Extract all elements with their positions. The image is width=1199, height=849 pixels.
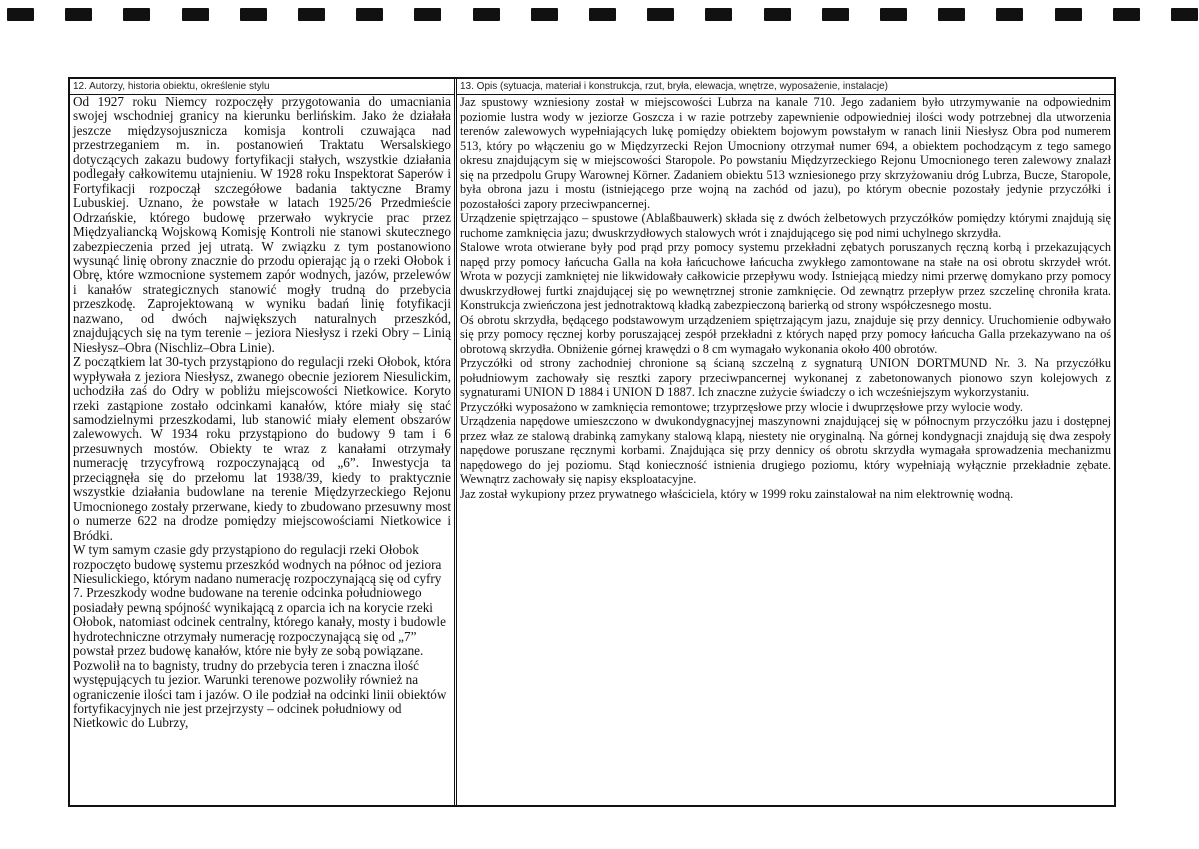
binding-hole [298, 8, 325, 21]
binding-holes [0, 8, 1199, 22]
binding-hole [880, 8, 907, 21]
description-paragraph: Urządzenie spiętrzająco – spustowe (Ablaßbauwerk) składa się z dwóch żelbetowych przyczółków pomiędzy którymi znajdują się ruchome zamknięcia jazu; dwuskrzydłowych stalowych wrót i znajdującego się pod nimi uchylnego skrzydła. [460, 211, 1111, 240]
binding-hole [240, 8, 267, 21]
binding-hole [182, 8, 209, 21]
description-paragraph: Przyczółki od strony zachodniej chronione są ścianą szczelną z sygnaturą UNION DORTMUND Nr. 3. Na przyczółku południowym zachowały się resztki zapory przeciwpancernej wykonanej z zabetonowanych pionowo szyn kolejowych z sygnaturami UNION D 1884 i UNION D 1887. Ich znaczne zużycie świadczy o ich wcześniejszym wykorzystaniu. [460, 356, 1111, 399]
binding-hole [647, 8, 674, 21]
history-paragraph: W tym samym czasie gdy przystąpiono do regulacji rzeki Ołobok rozpoczęto budowę systemu przeszkód wodnych na północ od jeziora Niesulickiego, którym nadano numerację rozpoczynającą się od cyfry 7. Przeszkody wodne budowane na terenie odcinka południowego posiadały pewną spójność wynikającą z oparcia ich na korycie rzeki Ołobok, natomiast odcinek centralny, którego kanały, mosty i budowle hydrotechniczne otrzymały numerację rozpoczynającą się od „7” powstał przez budowę kanałów, które nie były ze sobą powiązane. Pozwolił na to bagnisty, trudny do przebycia teren i znaczna ilość występujących tu jezior. Warunki terenowe pozwoliły również na ograniczenie ilości tam i jazów. O ile podział na odcinki linii obiektów fortyfikacyjnych nie jest przejrzysty – odcinek południowy od Nietkowic do Lubrzy, [73, 542, 447, 731]
description-paragraph: Urządzenia napędowe umieszczono w dwukondygnacyjnej maszynowni znajdującej się w północnym przyczółku jazu i dostępnej przez właz ze stalową drabinką zamykany stalową klapą, niestety nie oryginalną. Na górnej kondygnacji znajdują się dwa zespoły napędowe poruszane ręcznymi korbami. Znajdująca się przy dennicy oś obrotu skrzydła wymagała sprowadzenia mechanizmu napędowego do jej poziomu. Stąd konieczność istnienia drugiego poziomu, który wypełniają wyłącznie przekładnie zębate. Wewnątrz zachowały się napisy eksploatacyjne. [460, 414, 1111, 486]
binding-hole [65, 8, 92, 21]
binding-hole [1113, 8, 1140, 21]
binding-hole [123, 8, 150, 21]
description-column-header: 13. Opis (sytuacja, materiał i konstrukcja, rzut, bryła, elewacja, wnętrze, wyposażenie, instalacje) [457, 79, 1114, 95]
binding-hole [414, 8, 441, 21]
description-column-body [457, 95, 1114, 501]
binding-hole [1055, 8, 1082, 21]
description-column [457, 79, 1114, 805]
history-column [70, 79, 457, 805]
description-paragraph: Jaz został wykupiony przez prywatnego właściciela, który w 1999 roku zainstalował na nim elektrownię wodną. [460, 486, 1014, 501]
binding-hole [938, 8, 965, 21]
binding-hole [7, 8, 34, 21]
description-paragraph: Oś obrotu skrzydła, będącego podstawowym urządzeniem spiętrzającym jazu, znajduje się przy dennicy. Uruchomienie odbywało się przy pomocy ręcznej korby poruszającej zespół przekładni z których napęd przy pomocy łańcucha Galla przekazywano na oś obrotową skrzydła. Obniżenie górnej krawędzi o 8 cm wymagało wykonania około 400 obrotów. [460, 312, 1111, 356]
description-paragraph: Przyczółki wyposażono w zamknięcia remontowe; trzyprzęsłowe przy wlocie i dwuprzęsłowe przy wylocie wody. [460, 399, 1023, 414]
binding-hole [356, 8, 383, 21]
binding-hole [996, 8, 1023, 21]
history-column-body [70, 95, 454, 731]
history-paragraph: Z początkiem lat 30-tych przystąpiono do regulacji rzeki Ołobok, która wypływała z jeziora Niesłysz, zwanego obecnie jeziorem Niesulickim, uchodziła zaś do Odry w pobliżu miejscowości Nietkowice. Koryto rzeki zastąpione zostało odcinkami kanałów, które miały się stać samodzielnymi przeszkodami, lub stanowić miały element obszarów zalewowych. W 1934 roku przystąpiono do budowy 9 tam i 6 przesuwnych mostów. Obiekty te wraz z kanałami otrzymały numerację trzycyfrową rozpoczynającą od „6”. Inwestycja ta przeciągnęła się do przełomu lat 1938/39, kiedy to praktycznie wszystkie działania budowlane na terenie Międzyrzeckiego Rejonu Umocnionego zostały przerwane, kiedy to zbudowano przesuwny most o numerze 622 na drodze pomiędzy miejscowościami Nietkowice i Bródki. [73, 354, 451, 543]
binding-hole [764, 8, 791, 21]
binding-hole [531, 8, 558, 21]
binding-hole [473, 8, 500, 21]
history-column-header: 12. Autorzy, historia obiektu, określenie stylu [70, 79, 454, 95]
binding-hole [705, 8, 732, 21]
history-paragraph: Od 1927 roku Niemcy rozpoczęły przygotowania do umacniania swojej wschodniej granicy na kierunku berlińskim. Jako że działała jeszcze międzysojusznicza komisja kontroli czuwająca nad przestrzeganiem m. in. postanowień Traktatu Wersalskiego dotyczących zakazu budowy fortyfikacji stałych, wszystkie działania podlegały całkowitemu utajnieniu. W 1928 roku Inspektorat Saperów i Fortyfikacji rozpoczął szczegółowe badania taktyczne Bramy Lubuskiej. Uznano, że powstałe w latach 1925/26 Przedmieście Odrzańskie, którego budowę przerwało wykrycie prac przez Międzyaliancką Wojskową Komisję Kontroli nie stanowi skutecznego zabezpieczenia przed jej utratą. W związku z tym postanowiono wysunąć linię obrony znacznie do przodu opierając ją o rzeki Ołobok i Obrę, które wzmocnione systemem zapór wodnych, jazów, przelewów i kanałów strategicznych stanowić mogły trudną do przebycia przeszkodę. Zaprojektowaną w wyniku badań linię fotyfikacji nazwano, od dwóch największych naturalnych przeszkód, znajdujących się na tym terenie – jeziora Niesłysz i rzeki Obry – Linią Niesłysz–Obra (Nischliz–Obra Linie). [73, 94, 451, 355]
document-table [68, 77, 1116, 807]
binding-hole [1171, 8, 1198, 21]
binding-hole [589, 8, 616, 21]
description-paragraph: Stalowe wrota otwierane były pod prąd przy pomocy systemu przekładni zębatych poruszanych ręczną korbą i przekazujących napęd przy pomocy łańcucha Galla na koła łańcuchowe łańcucha zwykłego zamontowane na stałe na osi obrotu skrzydeł wrót. Wrota w pozycji zamkniętej nie likwidowały całkowicie przepływu wody. Istniejącą miedzy nimi przerwę domykano przy pomocy dwuskrzydłowej furtki znajdującej się po wewnętrznej stronie zamknięcie. Od zewnątrz przepływ przez szczelinę chroniła krata. Konstrukcja zwieńczona jest jednotraktową kładką zabezpieczoną barierką od strony współczesnego mostu. [460, 240, 1111, 312]
binding-hole [822, 8, 849, 21]
description-paragraph: Jaz spustowy wzniesiony został w miejscowości Lubrza na kanale 710. Jego zadaniem było utrzymywanie na odpowiednim poziomie lustra wody w jeziorze Goszcza i w razie potrzeby zapewnienie odpowiedniej ilości wody potrzebnej dla utworzenia terenów zalewowych wypełniających lukę pomiędzy obiektem bojowym powstałym w ranach linii Niesłysz Obra pod numerem 513, który po włączeniu go w Międzyrzecki Rejon Umocniony otrzymał numer 694, a obiektem pochodzącym z tego samego okresu znajdującym się w miejscowości Staropole. Po powstaniu Międzyrzeckiego Rejonu Umocnionego teren zalewowy znalazł się na przedpolu Grupy Warownej Körner. Zadaniem obiektu 513 wzniesionego przy skrzyżowaniu dróg Lubrza, Bucze, Staropole, była obrona jazu i mostu (istniejącego prze wojną na zachód od jazu), po którym obecnie pozostały jedynie przyczółki i pozostałości zapory przeciwpancernej. [460, 95, 1111, 211]
